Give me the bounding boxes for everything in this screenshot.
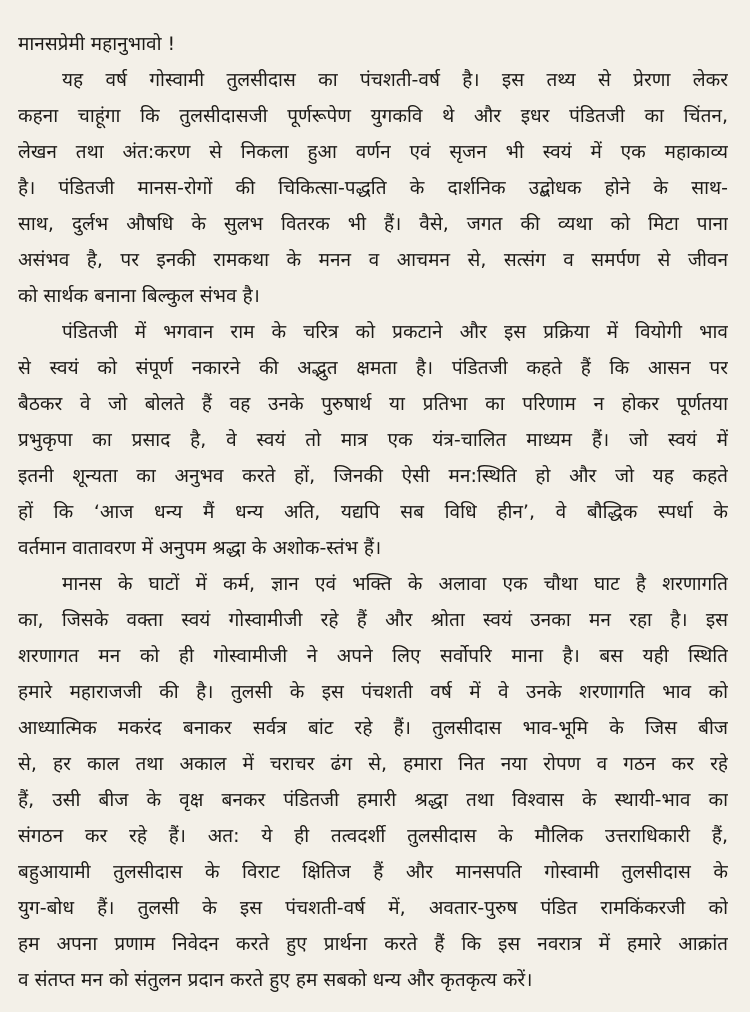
text-line: संगठन कर रहे हैं। अत: ये ही तत्वदर्शी तुलसीदास के मौलिक उत्तराधिकारी हैं, xyxy=(18,825,728,847)
text-line: हैं, उसी बीज के वृक्ष बनकर पंडितजी हमारी श्रद्धा तथा विश्वास के स्थायी-भाव का xyxy=(18,789,728,811)
text-line: आध्यात्मिक मकरंद बनाकर सर्वत्र बांट रहे हैं। तुलसीदास भाव-भूमि के जिस बीज xyxy=(18,717,728,739)
text-line: को सार्थक बनाना बिल्कुल संभव है। xyxy=(18,285,260,307)
text-line: कहना चाहूंगा कि तुलसीदासजी पूर्णरूपेण युगकवि थे और इधर पंडितजी का चिंतन, xyxy=(18,105,728,127)
text-line: का, जिसके वक्ता स्वयं गोस्वामीजी रहे हैं और श्रोता स्वयं उनका मन रहा है। इस xyxy=(18,609,728,631)
paragraph xyxy=(18,314,728,566)
text-line: मानस के घाटों में कर्म, ज्ञान एवं भक्ति के अलावा एक चौथा घाट है शरणागति xyxy=(62,573,728,595)
body-text xyxy=(18,62,728,998)
text-line: हम अपना प्रणाम निवेदन करते हुए प्रार्थना करते हैं कि इस नवरात्र में हमारे आक्रांत xyxy=(18,933,728,955)
text-line: व संतप्त मन को संतुलन प्रदान करते हुए हम सबको धन्य और कृतकृत्य करें। xyxy=(18,969,533,991)
text-line: असंभव है, पर इनकी रामकथा के मनन व आचमन से, सत्संग व समर्पण से जीवन xyxy=(18,249,728,271)
text-line: वर्तमान वातावरण में अनुपम श्रद्धा के अशोक-स्तंभ हैं। xyxy=(18,537,382,559)
text-line: युग-बोध हैं। तुलसी के इस पंचशती-वर्ष में, अवतार-पुरुष पंडित रामकिंकरजी को xyxy=(18,897,728,919)
text-line: यह वर्ष गोस्वामी तुलसीदास का पंचशती-वर्ष है। इस तथ्य से प्रेरणा लेकर xyxy=(62,69,728,91)
paragraph xyxy=(18,566,728,998)
text-line: इतनी शून्यता का अनुभव करते हों, जिनकी ऐसी मन:स्थिति हो और जो यह कहते xyxy=(18,465,728,487)
text-line: बहुआयामी तुलसीदास के विराट क्षितिज हैं और मानसपति गोस्वामी तुलसीदास के xyxy=(18,861,728,883)
text-line: हों कि ‘आज धन्य मैं धन्य अति, यद्यपि सब विधि हीन’, वे बौद्धिक स्पर्धा के xyxy=(18,501,728,523)
paragraph xyxy=(18,62,728,314)
text-line: साथ, दुर्लभ औषधि के सुलभ वितरक भी हैं। वैसे, जगत की व्यथा को मिटा पाना xyxy=(18,213,728,235)
text-line: प्रभुकृपा का प्रसाद है, वे स्वयं तो मात्र एक यंत्र-चालित माध्यम हैं। जो स्वयं में xyxy=(18,429,728,451)
text-line: लेखन तथा अंत:करण से निकला हुआ वर्णन एवं सृजन भी स्वयं में एक महाकाव्य xyxy=(18,141,728,163)
text-line: पंडितजी में भगवान राम के चरित्र को प्रकटाने और इस प्रक्रिया में वियोगी भाव xyxy=(62,321,728,343)
greeting: मानसप्रेमी महानुभावो ! xyxy=(18,33,176,55)
text-line: है। पंडितजी मानस-रोगों की चिकित्सा-पद्धति के दार्शनिक उद्बोधक होने के साथ- xyxy=(18,177,728,199)
text-line: से, हर काल तथा अकाल में चराचर ढंग से, हमारा नित नया रोपण व गठन कर रहे xyxy=(18,753,728,775)
text-line: से स्वयं को संपूर्ण नकारने की अद्भुत क्षमता है। पंडितजी कहते हैं कि आसन पर xyxy=(18,357,728,379)
text-line: हमारे महाराजजी की है। तुलसी के इस पंचशती वर्ष में वे उनके शरणागति भाव को xyxy=(18,681,728,703)
document-page xyxy=(18,26,728,1012)
text-line: शरणागत मन को ही गोस्वामीजी ने अपने लिए सर्वोपरि माना है। बस यही स्थिति xyxy=(18,645,728,667)
text-line: बैठकर वे जो बोलते हैं वह उनके पुरुषार्थ या प्रतिभा का परिणाम न होकर पूर्णतया xyxy=(18,393,728,415)
